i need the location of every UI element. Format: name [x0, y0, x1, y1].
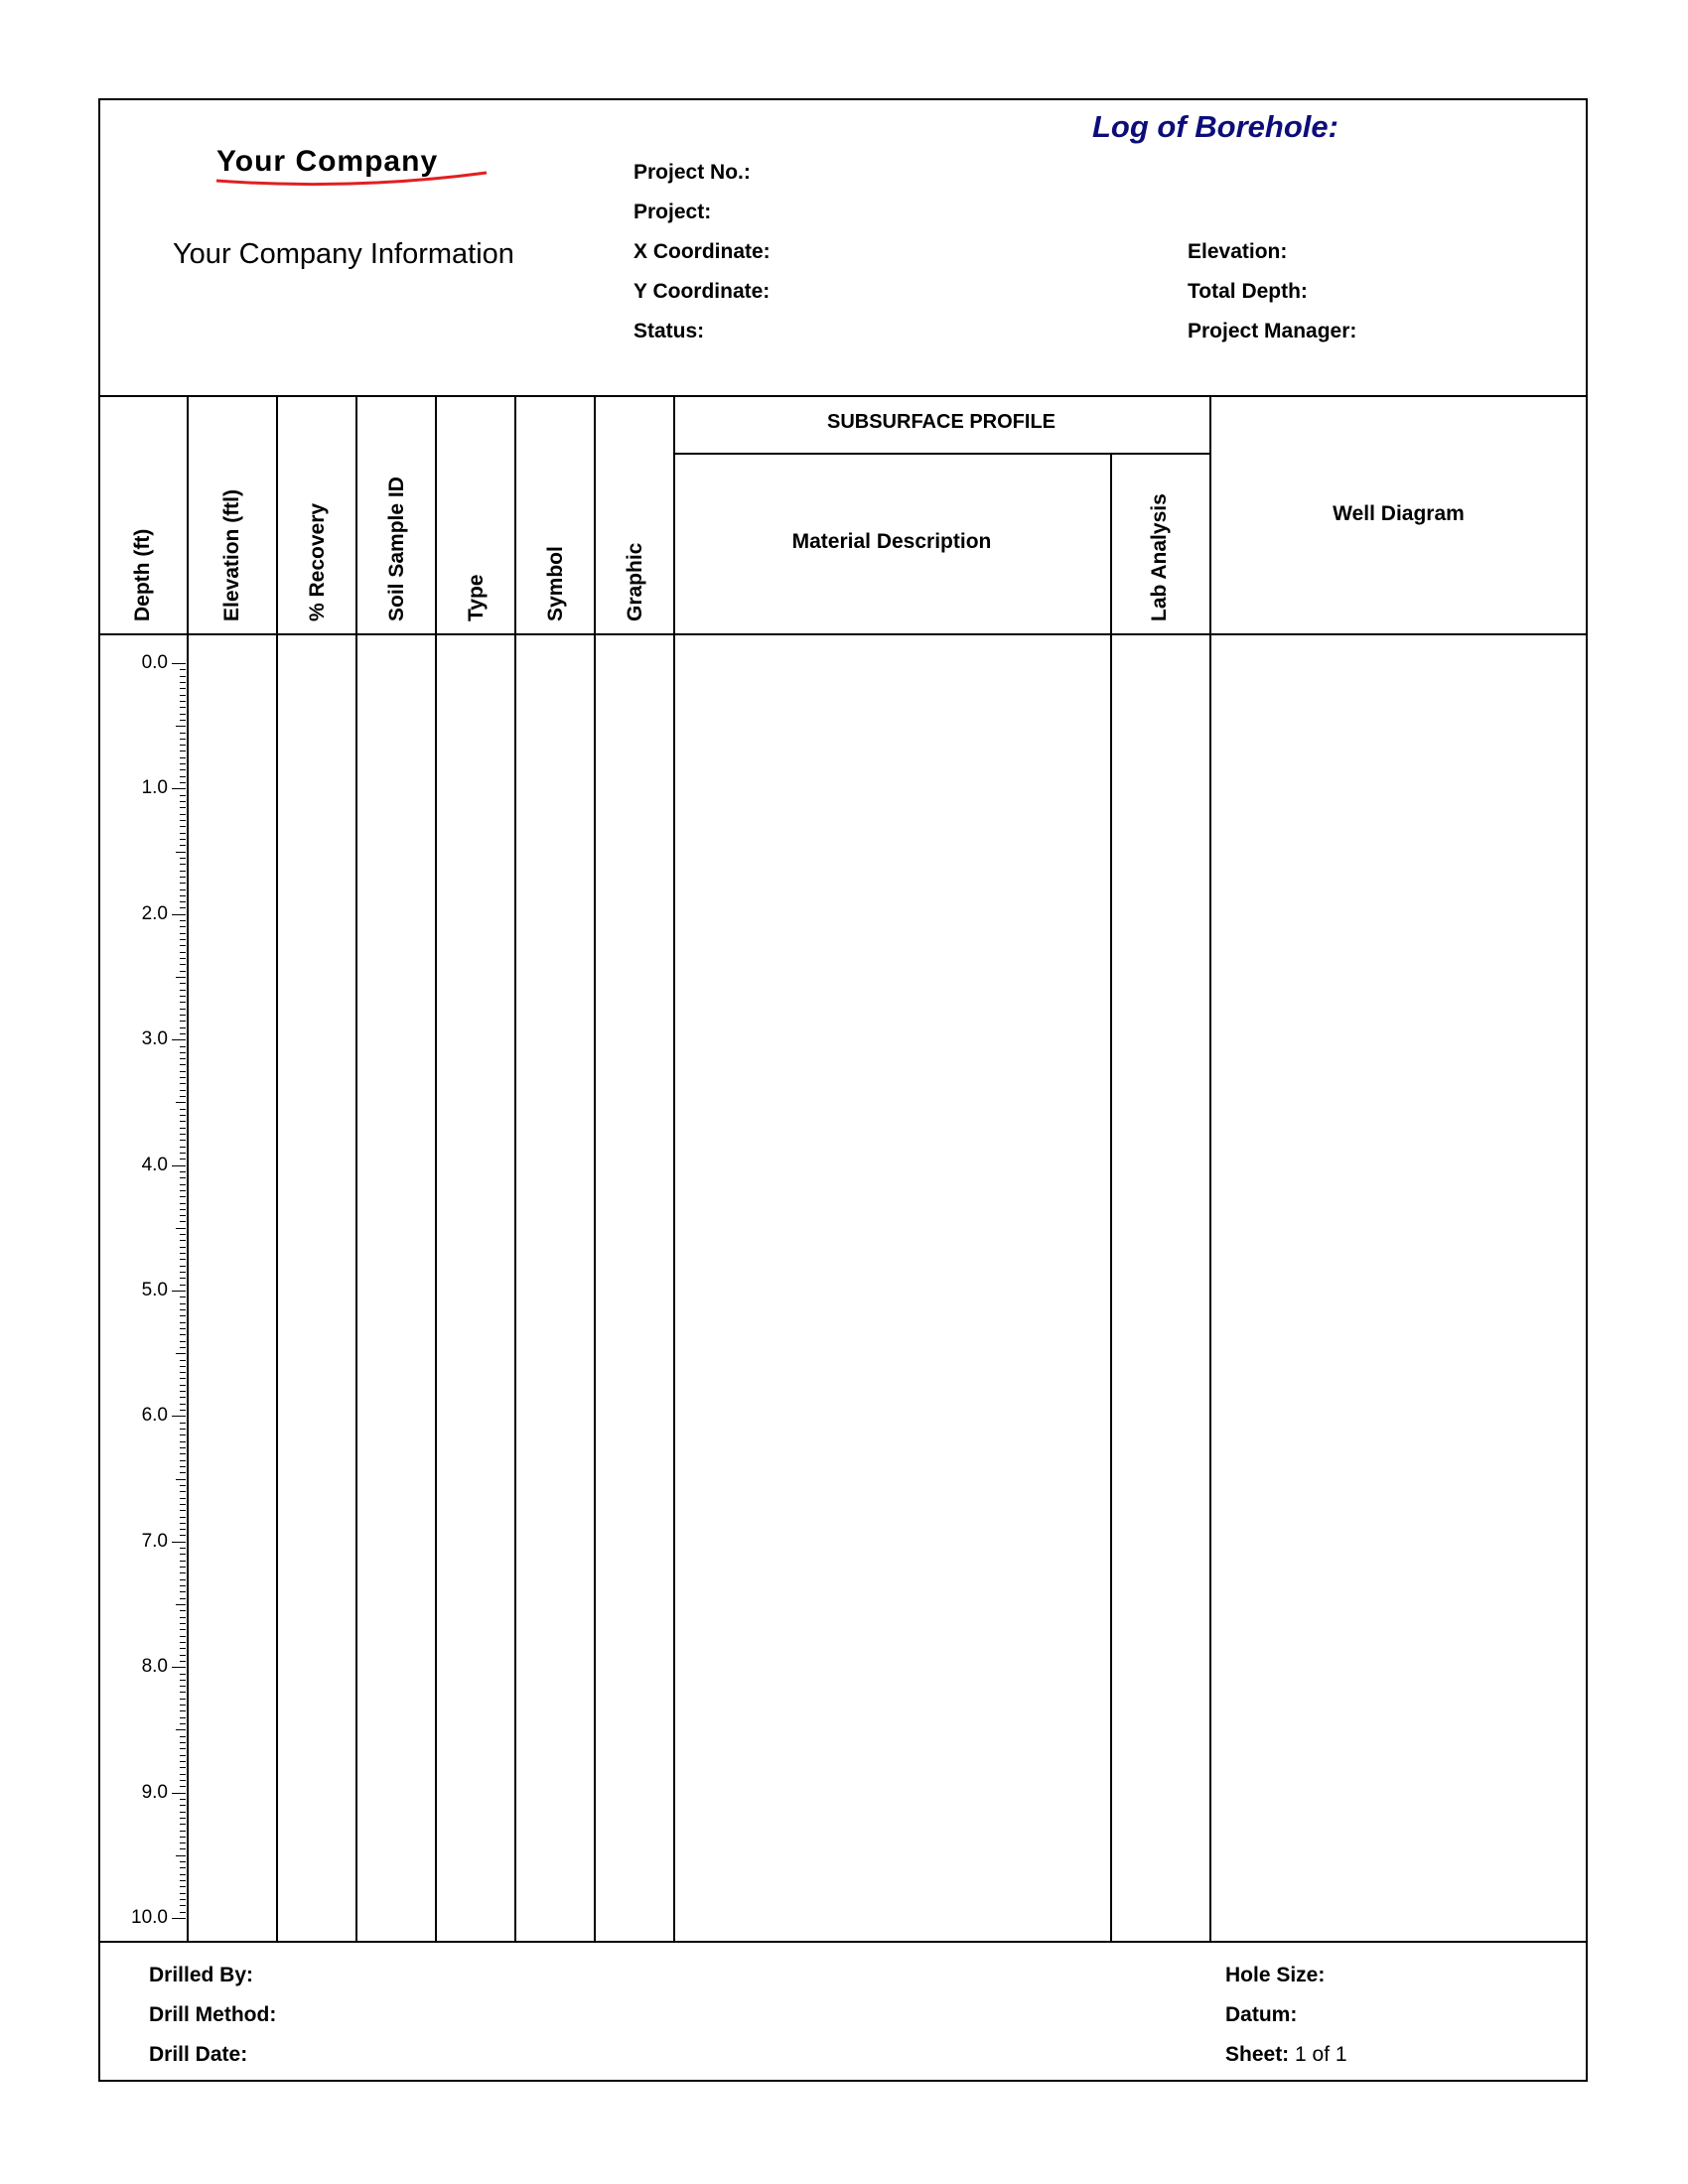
depth-minor-tick [180, 1096, 186, 1097]
depth-minor-tick [180, 1064, 186, 1065]
depth-minor-tick [180, 920, 186, 921]
x-coordinate-label: X Coordinate: [633, 240, 771, 263]
depth-minor-tick [180, 1090, 186, 1091]
depth-major-tick [172, 1291, 186, 1292]
depth-minor-tick [180, 1341, 186, 1342]
depth-minor-tick [180, 864, 186, 865]
header-divider [98, 395, 1588, 397]
depth-minor-tick [176, 1604, 186, 1605]
depth-minor-tick [180, 895, 186, 896]
depth-minor-tick [180, 1171, 186, 1172]
well-diagram-header: Well Diagram [1333, 502, 1465, 525]
depth-minor-tick [180, 858, 186, 859]
depth-tick-label: 8.0 [141, 1656, 168, 1678]
depth-tick-label: 3.0 [141, 1028, 168, 1050]
project-label: Project: [633, 201, 712, 223]
depth-minor-tick [180, 1742, 186, 1743]
col-line-material [1110, 453, 1112, 1942]
depth-minor-tick [180, 1736, 186, 1737]
depth-minor-tick [180, 1184, 186, 1185]
col-line-lab [1209, 395, 1211, 1942]
depth-minor-tick [180, 996, 186, 997]
col-line-recovery [355, 395, 357, 1942]
depth-minor-tick [180, 763, 186, 764]
depth-minor-tick [180, 814, 186, 815]
depth-tick-label: 5.0 [141, 1280, 168, 1300]
depth-minor-tick [180, 1410, 186, 1411]
depth-minor-tick [180, 1485, 186, 1486]
depth-minor-tick [180, 958, 186, 959]
footer-divider [98, 1941, 1588, 1943]
depth-minor-tick [180, 701, 186, 702]
depth-minor-tick [180, 1309, 186, 1310]
depth-minor-tick [180, 1472, 186, 1473]
depth-minor-tick [180, 795, 186, 796]
sheet-label: Sheet: [1225, 2043, 1290, 2066]
depth-minor-tick [180, 1058, 186, 1059]
depth-minor-tick [180, 889, 186, 890]
depth-minor-tick [180, 1761, 186, 1762]
depth-minor-tick [180, 707, 186, 708]
depth-minor-tick [180, 1591, 186, 1592]
depth-minor-tick [180, 1434, 186, 1435]
depth-minor-tick [176, 1479, 186, 1480]
col-line-graphic [673, 395, 675, 1942]
depth-minor-tick [180, 945, 186, 946]
depth-minor-tick [180, 1661, 186, 1662]
logo-swoosh-icon [212, 167, 491, 189]
depth-minor-tick [180, 1121, 186, 1122]
depth-minor-tick [180, 1209, 186, 1210]
depth-minor-tick [180, 1285, 186, 1286]
depth-minor-tick [180, 1755, 186, 1756]
depth-minor-tick [180, 990, 186, 991]
depth-minor-tick [180, 839, 186, 840]
depth-tick-label: 7.0 [141, 1530, 168, 1552]
depth-minor-tick [180, 1598, 186, 1599]
depth-minor-tick [180, 1692, 186, 1693]
depth-minor-tick [180, 1077, 186, 1078]
page-title: Log of Borehole: [1092, 109, 1338, 144]
depth-minor-tick [180, 1009, 186, 1010]
depth-minor-tick [180, 1253, 186, 1254]
depth-minor-tick [180, 1378, 186, 1379]
depth-minor-tick [180, 1848, 186, 1849]
company-logo-text: Your Company [216, 145, 439, 178]
col-header-type: Type [465, 574, 488, 621]
depth-minor-tick [180, 964, 186, 965]
col-header-recovery: % Recovery [306, 502, 329, 621]
depth-minor-tick [180, 1523, 186, 1524]
depth-minor-tick [180, 1655, 186, 1656]
depth-minor-tick [180, 833, 186, 834]
status-field [633, 320, 704, 343]
depth-minor-tick [180, 739, 186, 740]
depth-major-tick [172, 663, 186, 664]
depth-minor-tick [180, 1623, 186, 1624]
depth-minor-tick [180, 1554, 186, 1555]
depth-tick-label: 9.0 [141, 1781, 168, 1803]
col-line-type [514, 395, 516, 1942]
depth-major-tick [172, 914, 186, 915]
depth-minor-tick [180, 1429, 186, 1430]
depth-minor-tick [180, 807, 186, 808]
depth-minor-tick [180, 757, 186, 758]
depth-minor-tick [180, 871, 186, 872]
depth-minor-tick [180, 1812, 186, 1813]
depth-minor-tick [180, 682, 186, 683]
depth-minor-tick [180, 1548, 186, 1549]
depth-minor-tick [176, 1228, 186, 1229]
x-coordinate-field [633, 240, 771, 264]
depth-minor-tick [180, 1397, 186, 1398]
depth-minor-tick [180, 1517, 186, 1518]
depth-minor-tick [176, 1353, 186, 1354]
company-info: Your Company Information [173, 238, 514, 270]
depth-minor-tick [180, 1071, 186, 1072]
depth-minor-tick [180, 1610, 186, 1611]
depth-minor-tick [180, 1491, 186, 1492]
depth-tick-label: 6.0 [141, 1405, 168, 1427]
depth-minor-tick [180, 1278, 186, 1279]
drilled-by-field [149, 1964, 253, 1987]
depth-major-tick [172, 1918, 186, 1919]
depth-minor-tick [180, 1674, 186, 1675]
col-header-graphic: Graphic [624, 542, 646, 621]
depth-minor-tick [180, 971, 186, 972]
depth-minor-tick [180, 1447, 186, 1448]
depth-minor-tick [180, 1699, 186, 1700]
status-label: Status: [633, 320, 705, 342]
depth-minor-tick [180, 1391, 186, 1392]
depth-minor-tick [180, 801, 186, 802]
project-no-field [633, 161, 751, 185]
depth-minor-tick [180, 1115, 186, 1116]
sheet-field [1225, 2043, 1347, 2067]
elevation-field [1188, 240, 1287, 264]
depth-minor-tick [180, 883, 186, 884]
sheet-value: 1 of 1 [1295, 2043, 1347, 2066]
depth-minor-tick [176, 1102, 186, 1103]
depth-minor-tick [180, 1347, 186, 1348]
depth-minor-tick [180, 676, 186, 677]
depth-minor-tick [180, 1893, 186, 1894]
depth-minor-tick [180, 1705, 186, 1706]
depth-major-tick [172, 1793, 186, 1794]
depth-minor-tick [180, 1128, 186, 1129]
depth-tick-label: 2.0 [141, 902, 168, 924]
depth-major-tick [172, 1165, 186, 1166]
depth-minor-tick [180, 1561, 186, 1562]
depth-minor-tick [180, 983, 186, 984]
total-depth-label: Total Depth: [1188, 280, 1308, 303]
depth-minor-tick [180, 845, 186, 846]
depth-minor-tick [180, 1899, 186, 1900]
depth-minor-tick [180, 1767, 186, 1768]
depth-minor-tick [180, 1215, 186, 1216]
depth-minor-tick [180, 1322, 186, 1323]
depth-minor-tick [180, 1710, 186, 1711]
depth-minor-tick [180, 1717, 186, 1718]
depth-tick-label: 4.0 [141, 1154, 168, 1175]
depth-minor-tick [180, 1466, 186, 1467]
depth-minor-tick [180, 926, 186, 927]
depth-minor-tick [180, 1805, 186, 1806]
depth-minor-tick [180, 1033, 186, 1034]
drill-method-field [149, 2003, 276, 2027]
depth-minor-tick [180, 1535, 186, 1536]
depth-tick-label: 10.0 [131, 1907, 168, 1928]
depth-minor-tick [180, 1905, 186, 1906]
depth-minor-tick [180, 714, 186, 715]
depth-minor-tick [180, 826, 186, 827]
depth-minor-tick [180, 1748, 186, 1749]
depth-minor-tick [180, 1196, 186, 1197]
depth-minor-tick [180, 1680, 186, 1681]
drill-method-label: Drill Method: [149, 2003, 277, 2026]
subsurface-profile-header: SUBSURFACE PROFILE [826, 411, 1056, 433]
depth-minor-tick [180, 1153, 186, 1154]
depth-minor-tick [180, 1360, 186, 1361]
depth-minor-tick [180, 1140, 186, 1141]
depth-minor-tick [176, 1855, 186, 1856]
depth-minor-tick [176, 726, 186, 727]
depth-minor-tick [180, 1015, 186, 1016]
depth-minor-tick [180, 1774, 186, 1775]
col-header-lab-analysis: Lab Analysis [1148, 493, 1171, 621]
depth-minor-tick [180, 1510, 186, 1511]
depth-minor-tick [180, 1234, 186, 1235]
col-line-soil-sample [435, 395, 437, 1942]
y-coordinate-label: Y Coordinate: [633, 280, 771, 303]
depth-major-tick [172, 1667, 186, 1668]
depth-minor-tick [180, 1334, 186, 1335]
depth-minor-tick [180, 1240, 186, 1241]
column-header-divider [98, 633, 1588, 635]
depth-minor-tick [180, 952, 186, 953]
depth-minor-tick [180, 688, 186, 689]
depth-minor-tick [180, 1021, 186, 1022]
col-line-depth [187, 395, 189, 1942]
depth-minor-tick [180, 1686, 186, 1687]
depth-minor-tick [180, 1629, 186, 1630]
depth-minor-tick [180, 1504, 186, 1505]
depth-minor-tick [180, 1423, 186, 1424]
drill-date-field [149, 2043, 247, 2067]
elevation-label: Elevation: [1188, 240, 1288, 263]
col-header-symbol: Symbol [544, 546, 567, 621]
depth-minor-tick [180, 939, 186, 940]
project-manager-field [1188, 320, 1356, 343]
depth-minor-tick [180, 1002, 186, 1003]
col-line-elevation [276, 395, 278, 1942]
depth-minor-tick [180, 1498, 186, 1499]
depth-minor-tick [180, 1867, 186, 1868]
depth-minor-tick [180, 877, 186, 878]
depth-minor-tick [180, 1780, 186, 1781]
depth-minor-tick [180, 1642, 186, 1643]
depth-minor-tick [180, 907, 186, 908]
depth-minor-tick [180, 1259, 186, 1260]
hole-size-label: Hole Size: [1225, 1964, 1326, 1986]
col-header-soil-sample: Soil Sample ID [385, 477, 408, 621]
depth-minor-tick [180, 1636, 186, 1637]
depth-major-tick [172, 1039, 186, 1040]
depth-minor-tick [180, 820, 186, 821]
depth-minor-tick [180, 1052, 186, 1053]
depth-minor-tick [180, 1027, 186, 1028]
depth-minor-tick [180, 1648, 186, 1649]
depth-minor-tick [180, 1874, 186, 1875]
depth-minor-tick [180, 1303, 186, 1304]
depth-minor-tick [180, 1366, 186, 1367]
depth-minor-tick [180, 1203, 186, 1204]
depth-minor-tick [180, 1221, 186, 1222]
depth-minor-tick [180, 1247, 186, 1248]
depth-minor-tick [180, 1723, 186, 1724]
depth-minor-tick [180, 1134, 186, 1135]
depth-minor-tick [180, 776, 186, 777]
depth-minor-tick [180, 1824, 186, 1825]
y-coordinate-field [633, 280, 770, 304]
depth-minor-tick [180, 1441, 186, 1442]
drilled-by-label: Drilled By: [149, 1964, 254, 1986]
depth-minor-tick [180, 1818, 186, 1819]
subsurface-divider [673, 453, 1209, 455]
depth-minor-tick [180, 901, 186, 902]
depth-minor-tick [180, 1579, 186, 1580]
depth-major-tick [172, 788, 186, 789]
depth-minor-tick [176, 852, 186, 853]
col-header-depth: Depth (ft) [131, 528, 154, 621]
depth-minor-tick [180, 1861, 186, 1862]
depth-minor-tick [180, 1831, 186, 1832]
depth-minor-tick [180, 720, 186, 721]
depth-minor-tick [180, 1786, 186, 1787]
datum-label: Datum: [1225, 2003, 1298, 2026]
depth-minor-tick [180, 1272, 186, 1273]
depth-minor-tick [176, 1729, 186, 1730]
material-description-header: Material Description [791, 530, 992, 553]
col-header-elevation: Elevation (ftl) [220, 488, 243, 621]
depth-tick-label: 1.0 [141, 777, 168, 799]
depth-minor-tick [180, 695, 186, 696]
depth-minor-tick [180, 1886, 186, 1887]
depth-minor-tick [180, 1083, 186, 1084]
project-no-label: Project No.: [633, 161, 751, 184]
depth-minor-tick [180, 1404, 186, 1405]
depth-tick-label: 0.0 [141, 652, 168, 673]
depth-minor-tick [180, 782, 186, 783]
depth-minor-tick [180, 1837, 186, 1838]
depth-minor-tick [180, 1190, 186, 1191]
depth-minor-tick [180, 1046, 186, 1047]
depth-minor-tick [180, 1799, 186, 1800]
depth-minor-tick [180, 669, 186, 670]
depth-minor-tick [180, 1109, 186, 1110]
depth-minor-tick [176, 977, 186, 978]
depth-minor-tick [180, 1453, 186, 1454]
depth-minor-tick [180, 1880, 186, 1881]
depth-minor-tick [180, 769, 186, 770]
col-line-symbol [594, 395, 596, 1942]
depth-minor-tick [180, 1177, 186, 1178]
depth-minor-tick [180, 745, 186, 746]
depth-minor-tick [180, 1617, 186, 1618]
depth-major-tick [172, 1542, 186, 1543]
depth-minor-tick [180, 1315, 186, 1316]
depth-minor-tick [180, 733, 186, 734]
depth-major-tick [172, 1416, 186, 1417]
depth-minor-tick [180, 1266, 186, 1267]
datum-field [1225, 2003, 1297, 2027]
depth-minor-tick [180, 1372, 186, 1373]
depth-minor-tick [180, 1147, 186, 1148]
depth-minor-tick [180, 933, 186, 934]
depth-minor-tick [180, 1572, 186, 1573]
depth-minor-tick [180, 1529, 186, 1530]
depth-minor-tick [180, 1328, 186, 1329]
depth-minor-tick [180, 1585, 186, 1586]
drill-date-label: Drill Date: [149, 2043, 248, 2066]
depth-minor-tick [180, 1385, 186, 1386]
project-manager-label: Project Manager: [1188, 320, 1357, 342]
total-depth-field [1188, 280, 1308, 304]
depth-minor-tick [180, 1159, 186, 1160]
project-field [633, 201, 711, 224]
hole-size-field [1225, 1964, 1325, 1987]
depth-minor-tick [180, 1912, 186, 1913]
depth-minor-tick [180, 1460, 186, 1461]
depth-minor-tick [180, 1567, 186, 1568]
